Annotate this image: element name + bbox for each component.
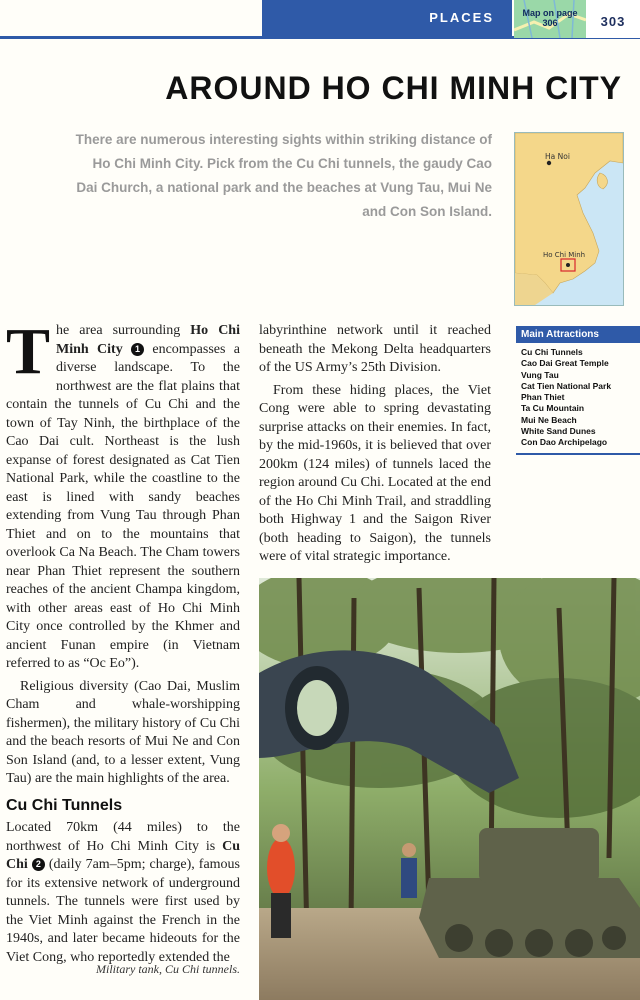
- section-subheading: Cu Chi Tunnels: [6, 796, 123, 814]
- attraction-item: Cao Dai Great Temple: [521, 358, 609, 369]
- article-paragraph-2: Religious diversity (Cao Dai, Muslim Cham and whale-worshipping fishermen), the military history of Cu Chi and the beach resorts of Mui Ne and Con Son Island (and, to a lesser extent, Vung Tau) are the main highlights of the area.: [6, 678, 240, 786]
- attraction-item: Ta Cu Mountain: [521, 403, 585, 414]
- map-marker-badge-2: 2: [32, 858, 45, 871]
- attraction-item: Cu Chi Tunnels: [521, 347, 583, 357]
- article-column-1: [6, 315, 240, 971]
- article-paragraph-1: The area surrounding Ho Chi Minh City 1 encompasses a diverse landscape. To the northwest are the flat plains that contain the tunnels of Cu Chi and the town of Tay Ninh, the birthplace of the Cao Dai cult. Northeast is the lush expanse of forest designated as Cat Tien National Park, while the coastline to the east is lined with sandy beaches extending from Vung Tau through Phan Thiet and on to the mountains that overlook Ca Na Beach. The Cham towers near Phan Thiet represent the southern reaches of the ancient Champa kingdom, with other areas east of Ho Chi Minh City once controlled by the Khmer and ancient Funan empire (in Vietnam referred to as “Oc Eo”).: [6, 315, 240, 671]
- tank-photo: [259, 578, 640, 1000]
- article-paragraph-3: Located 70km (44 miles) to the northwest of Ho Chi Minh City is Cu Chi 2 (daily 7am–5pm; charge), famous for its extensive network of underground tunnels. The tunnels were first used by the Viet Minh against the French in the 1940s, and later became hideouts for the Viet Cong, who reportedly extended the: [6, 820, 240, 965]
- map-marker-badge-1: 1: [131, 343, 144, 356]
- place-name-hcmc: Ho Chi Minh City: [56, 323, 240, 357]
- place-name-cuchi: Cu Chi: [6, 838, 240, 872]
- intro-text: There are numerous interesting sights within striking distance of Ho Chi Minh City. Pick from the Cu Chi tunnels, the gaudy Cao Dai Church, a national park and the beaches at Vung Tau, Mui Ne and Con Son Island.: [75, 132, 492, 219]
- drop-cap: T: [6, 315, 51, 388]
- map-reference-thumbnail[interactable]: [514, 0, 586, 38]
- attraction-item: Phan Thiet: [521, 392, 565, 403]
- main-attractions-list: [516, 343, 640, 455]
- main-attractions-heading: Main Attractions: [516, 326, 640, 343]
- header-bar: [262, 0, 512, 38]
- map-label-hcmc: Ho Chi Minh: [543, 251, 586, 259]
- page-title: AROUND HO CHI MINH CITY: [165, 70, 622, 106]
- article-paragraph-5: From these hiding places, the Viet Cong were able to spring devastating surprise attacks on their enemies. In fact, by the mid-1960s, it is believed that over 200km (124 miles) of tunnels laced the region around Cu Chi. Located at the end of the Ho Chi Minh Trail, and straddling both Highway 1 and the Saigon River (both heading to Saigon), the tunnels were of vital strategic importance.: [259, 382, 491, 564]
- vietnam-map-graphic: [515, 133, 623, 305]
- map-reference-label: Map on page 306: [522, 8, 578, 28]
- attraction-item: Mui Ne Beach: [521, 414, 577, 425]
- page-number: 303: [586, 0, 640, 38]
- attraction-item: Vung Tau: [521, 369, 559, 380]
- tank-photo-image: [259, 578, 640, 1000]
- photo-caption: Military tank, Cu Chi tunnels.: [96, 962, 240, 976]
- main-attractions-box: [516, 326, 640, 455]
- map-label-hanoi: Ha Noi: [545, 152, 570, 161]
- article-column-2: [259, 322, 491, 571]
- section-label: PLACES: [429, 10, 494, 25]
- attraction-item: White Sand Dunes: [521, 426, 596, 437]
- attraction-item: Con Dao Archipelago: [521, 437, 608, 448]
- locator-map: [514, 132, 624, 306]
- attraction-item: Cat Tien National Park: [521, 380, 612, 391]
- article-paragraph-4: labyrinthine network until it reached beneath the Mekong Delta headquarters of the US Army’s 25th Division.: [259, 323, 491, 375]
